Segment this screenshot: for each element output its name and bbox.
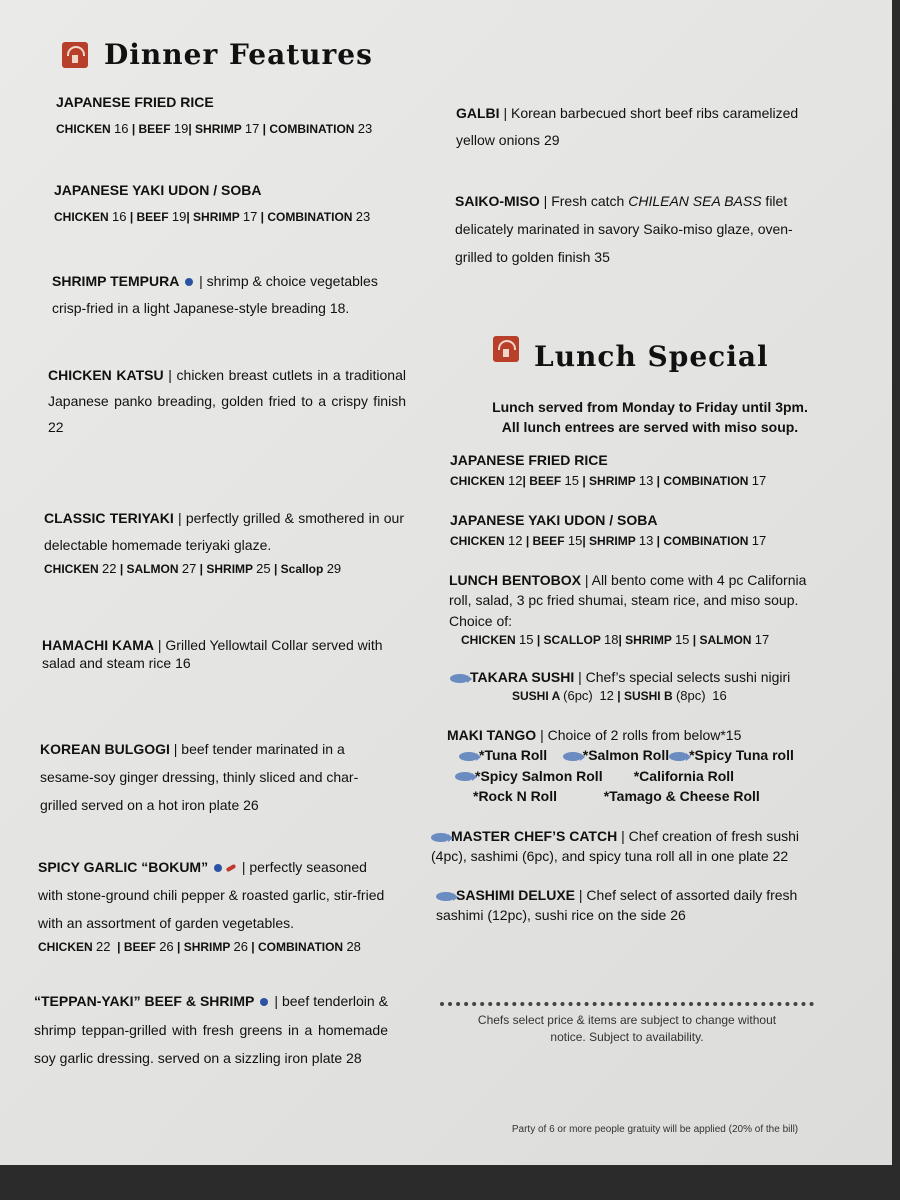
item-desc: | Chef select of assorted daily fresh sashimi (12pc), sushi rice on the side 26	[436, 887, 798, 924]
item-name: TAKARA SUSHI	[470, 669, 575, 685]
price-line: CHICKEN 22 | SALMON 27 | SHRIMP 25 | Scallop 29	[44, 560, 342, 576]
lunch-sashimi-deluxe	[436, 885, 826, 926]
price-label: CHICKEN	[450, 474, 505, 488]
dinner-fried-rice	[56, 92, 416, 139]
lunch-udon	[450, 510, 850, 551]
item-desc: | perfectly seasoned	[237, 859, 367, 875]
item-desc: tenderloin & shrimp teppan-grilled with fresh greens in a homemade soy garlic dressing. served on a sizzling iron plate 28	[34, 993, 389, 1067]
lunch-bento	[449, 570, 829, 650]
item-desc: | beef tender marinated in a sesame-soy ginger dressing, thinly sliced and char-grilled served on a hot iron plate 26	[40, 741, 359, 813]
lunch-fried-rice	[450, 450, 850, 491]
price: 27	[181, 560, 197, 576]
item-name: LUNCH BENTOBOX	[449, 572, 581, 588]
item-desc: | All bento come with 4 pc California roll, salad, 3 pc fried shumai, steam rice, and miso soup.	[449, 572, 807, 609]
price-label: CHICKEN	[461, 632, 516, 647]
item-name: SHRIMP TEMPURA	[52, 273, 180, 289]
price-line: CHICKEN 16 | BEEF 19| SHRIMP 17 | COMBINATION 23	[56, 121, 373, 136]
price: 23	[357, 121, 373, 136]
item-desc-emphasis: CHILEAN SEA BASS	[628, 193, 762, 209]
price-label: SALMON	[699, 632, 752, 647]
price: 19	[171, 209, 187, 224]
price-label: Scallop	[280, 561, 324, 576]
item-desc: | beef	[270, 993, 310, 1009]
item-name: JAPANESE FRIED RICE	[450, 452, 608, 468]
item-name: GALBI	[456, 105, 500, 121]
price: 12	[508, 533, 523, 548]
portion: (6pc)	[563, 688, 593, 704]
price-label: COMBINATION	[269, 122, 355, 136]
price-line: CHICKEN 22 | BEEF 26 | SHRIMP 26 | COMBINATION 28	[38, 939, 361, 954]
price-label: SHRIMP	[589, 534, 636, 548]
fish-icon	[436, 892, 454, 901]
item-desc: | Korean barbecued short beef ribs caramelized yellow onions 29	[456, 105, 799, 148]
restaurant-logo-icon	[62, 42, 88, 68]
price: 19	[173, 121, 189, 136]
lunch-master-chef	[431, 826, 821, 867]
price-label: BEEF	[136, 210, 169, 224]
price-label: CHICKEN	[54, 210, 109, 224]
price: 17	[244, 121, 260, 136]
item-name: JAPANESE FRIED RICE	[56, 94, 214, 110]
roll-row	[459, 745, 847, 765]
price-label: SHRIMP	[625, 632, 672, 647]
price: 15	[519, 631, 534, 647]
price: 16	[712, 688, 727, 704]
item-name: SASHIMI DELUXE	[456, 887, 576, 903]
item-desc: | Chef creation of fresh sushi (4pc), sashimi (6pc), and spicy tuna roll all in one plate 22	[431, 828, 800, 865]
price: 16	[114, 121, 129, 136]
availability-note	[440, 1012, 814, 1047]
intro-line: Lunch served from Monday to Friday until 3pm.	[492, 399, 808, 415]
price: 15	[674, 631, 690, 647]
roll-option: *Tamago & Cheese Roll	[603, 787, 760, 804]
item-desc: crisp-fried in a light Japanese-style breading 18.	[52, 300, 350, 317]
lunch-maki-tango	[447, 725, 847, 806]
dinner-katsu	[48, 363, 406, 441]
blue-dot-icon	[214, 864, 222, 872]
blue-dot-icon	[260, 998, 268, 1006]
price-label: COMBINATION	[663, 534, 749, 548]
price-line: CHICKEN 16 | BEEF 19| SHRIMP 17 | COMBINATION 23	[54, 209, 371, 224]
blue-dot-icon	[185, 278, 193, 286]
price: 15	[567, 533, 583, 548]
price-label: BEEF	[529, 474, 562, 488]
price-line: SUSHI A (6pc) 12 | SUSHI B (8pc) 16	[512, 688, 727, 704]
dotted-divider	[440, 1002, 814, 1006]
roll-option: *Salmon Roll	[582, 747, 670, 764]
price-label: SALMON	[126, 561, 179, 576]
fish-icon	[669, 752, 687, 761]
dinner-tempura	[52, 268, 412, 323]
price-label: COMBINATION	[258, 940, 344, 954]
price: 28	[346, 939, 361, 954]
item-desc: | Fresh catch	[539, 193, 629, 209]
item-name: SAIKO-MISO	[455, 193, 540, 209]
note-line: notice. Subject to availability.	[550, 1030, 704, 1045]
price: 22	[102, 560, 117, 576]
item-desc: with stone-ground chili pepper & roasted garlic, stir-fried with an assortment of garden vegetables.	[38, 887, 385, 931]
price: 13	[638, 473, 654, 488]
price: 17	[242, 209, 258, 224]
roll-option: *Spicy Salmon Roll	[475, 767, 603, 784]
price-line: CHICKEN 12 | BEEF 15| SHRIMP 13 | COMBINATION 17	[450, 533, 767, 548]
item-name: JAPANESE YAKI UDON / SOBA	[54, 182, 262, 198]
item-desc: | chicken breast cutlets in a traditional Japanese panko breading, golden fried to a crispy finish 22	[48, 367, 406, 435]
dinner-teppan	[34, 987, 388, 1073]
item-desc: | perfectly grilled & smothered in our delectable homemade teriyaki glaze.	[44, 510, 404, 554]
fish-icon	[431, 833, 449, 842]
roll-option: *Tuna Roll	[479, 747, 548, 764]
dinner-teriyaki	[44, 505, 404, 578]
fish-icon	[450, 674, 468, 683]
price: 26	[159, 939, 174, 954]
price: 29	[326, 560, 342, 576]
dinner-udon	[54, 180, 414, 227]
price-label: SUSHI A	[512, 689, 560, 704]
price: 26	[233, 939, 248, 954]
price-label: SCALLOP	[543, 632, 601, 647]
portion: (8pc)	[675, 688, 706, 704]
price-label: SHRIMP	[206, 561, 253, 576]
gratuity-note: Party of 6 or more people gratuity will be applied (20% of the bill)	[511, 1124, 799, 1135]
item-desc: | Grilled Yellowtail Collar served with salad and steam rice 16	[42, 637, 383, 672]
roll-option: *Rock N Roll	[473, 787, 558, 804]
price-label: COMBINATION	[663, 474, 749, 488]
price-label: BEEF	[532, 534, 565, 548]
roll-row	[455, 766, 847, 786]
item-name: CHICKEN KATSU	[48, 367, 164, 383]
price-label: SHRIMP	[195, 122, 242, 136]
item-name: HAMACHI KAMA	[42, 637, 154, 653]
price: 25	[256, 560, 271, 576]
price-label: CHICKEN	[450, 534, 505, 548]
price: 23	[355, 209, 371, 224]
fish-icon	[455, 772, 473, 781]
price-label: BEEF	[123, 940, 156, 954]
intro-line: All lunch entrees are served with miso soup.	[501, 418, 799, 435]
price-line: CHICKEN 15 | SCALLOP 18| SHRIMP 15 | SALMON 17	[461, 631, 770, 647]
dinner-bokum	[38, 853, 390, 958]
item-name: CLASSIC TERIYAKI	[44, 510, 174, 526]
price-label: SUSHI B	[623, 689, 673, 704]
restaurant-logo-icon	[493, 336, 519, 362]
item-name: MAKI TANGO	[447, 727, 537, 743]
item-name: KOREAN BULGOGI	[40, 741, 170, 757]
dinner-galbi	[456, 100, 826, 153]
item-name: “TEPPAN-YAKI” BEEF & SHRIMP	[34, 993, 255, 1009]
lunch-title: Lunch Special	[534, 340, 769, 373]
price: 16	[112, 209, 127, 224]
choice-label: Choice of:	[449, 612, 513, 629]
price-label: SHRIMP	[589, 474, 636, 488]
price-label: CHICKEN	[56, 122, 111, 136]
price: 17	[754, 631, 770, 647]
price-label: CHICKEN	[38, 940, 93, 954]
price: 15	[564, 473, 580, 488]
item-desc: filet delicately marinated in savory Saiko-miso glaze, oven-grilled to golden finish 35	[455, 193, 793, 265]
roll-option: *Spicy Tuna roll	[689, 747, 794, 764]
fish-icon	[459, 752, 477, 761]
dinner-title: Dinner Features	[104, 38, 373, 71]
item-desc: | shrimp & choice vegetables	[195, 273, 378, 289]
item-desc: | Chef’s special selects sushi nigiri	[574, 669, 791, 685]
dinner-hamachi	[42, 636, 392, 672]
price-label: COMBINATION	[267, 210, 353, 224]
price: 13	[638, 533, 654, 548]
roll-row	[473, 786, 847, 806]
price-label: CHICKEN	[44, 561, 99, 576]
dinner-saiko-miso	[455, 187, 825, 271]
price-label: BEEF	[138, 122, 171, 136]
price: 22	[96, 939, 111, 954]
dinner-bulgogi	[40, 735, 390, 819]
price-label: SHRIMP	[193, 210, 240, 224]
price-line: CHICKEN 12| BEEF 15 | SHRIMP 13 | COMBINATION 17	[450, 473, 767, 488]
price: 12	[599, 688, 614, 704]
chili-icon	[226, 864, 237, 872]
price: 18	[603, 631, 619, 647]
lunch-takara	[450, 667, 830, 706]
price-label: SHRIMP	[183, 940, 231, 954]
item-name: JAPANESE YAKI UDON / SOBA	[450, 512, 658, 528]
item-name: MASTER CHEF’S CATCH	[451, 828, 618, 844]
item-desc: | Choice of 2 rolls from below*15	[536, 727, 742, 743]
item-name: SPICY GARLIC “BOKUM”	[38, 859, 209, 875]
fish-icon	[563, 752, 581, 761]
price: 12	[508, 473, 523, 488]
price: 17	[751, 473, 767, 488]
note-line: Chefs select price & items are subject to change without	[477, 1013, 777, 1027]
roll-option: *California Roll	[633, 767, 735, 784]
lunch-intro	[440, 398, 860, 437]
price: 17	[751, 533, 767, 548]
